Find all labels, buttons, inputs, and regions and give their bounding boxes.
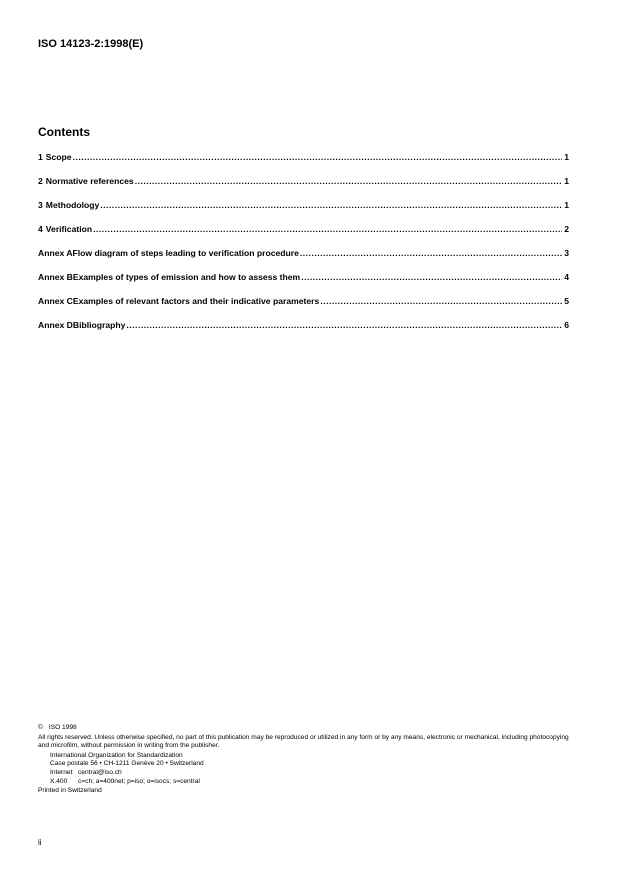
toc-page: 1 bbox=[564, 176, 569, 186]
page-number: ii bbox=[38, 838, 42, 847]
publisher-org: International Organization for Standardization bbox=[50, 751, 183, 759]
toc-page: 2 bbox=[564, 224, 569, 234]
toc-title: Verification bbox=[45, 224, 93, 234]
copyright-icon: © bbox=[38, 724, 43, 731]
toc-entry-normative-references[interactable] bbox=[38, 176, 569, 200]
toc-entry-scope[interactable] bbox=[38, 152, 569, 176]
internet-row bbox=[50, 769, 578, 778]
toc-title: Flow diagram of steps leading to verification procedure bbox=[72, 248, 299, 258]
toc-leader bbox=[320, 296, 562, 306]
publisher-postal: Case postale 56 • CH-1211 Genève 20 • Switzerland bbox=[50, 760, 204, 768]
toc-number: Annex B bbox=[38, 272, 73, 282]
toc-leader bbox=[301, 272, 562, 282]
toc-page: 4 bbox=[564, 272, 569, 282]
toc-number: Annex A bbox=[38, 248, 73, 258]
toc-page: 3 bbox=[564, 248, 569, 258]
toc-number: Annex C bbox=[38, 296, 73, 306]
toc-number: 2 bbox=[38, 176, 43, 186]
toc-leader bbox=[100, 200, 562, 210]
publisher-address bbox=[50, 752, 578, 786]
rights-statement: All rights reserved. Unless otherwise specified, no part of this publication may be reproduced or utilized in any form or by any means, electronic or mechanical, including photocopying and microfilm, without permission in writing from the publisher. bbox=[38, 733, 569, 750]
internet-label: Internet bbox=[50, 768, 73, 776]
toc-entry-annex-d[interactable] bbox=[38, 320, 569, 344]
toc-number: 4 bbox=[38, 224, 43, 234]
contents-title: Contents bbox=[38, 125, 90, 139]
toc-entry-annex-a[interactable] bbox=[38, 248, 569, 272]
toc-leader bbox=[300, 248, 562, 258]
toc-title: Examples of relevant factors and their indicative parameters bbox=[72, 296, 320, 306]
toc-leader bbox=[126, 320, 562, 330]
x400-row bbox=[50, 778, 578, 787]
document-id: ISO 14123-2:1998(E) bbox=[38, 38, 144, 50]
toc-title: Methodology bbox=[45, 200, 100, 210]
toc-leader bbox=[135, 176, 562, 186]
toc-number: Annex D bbox=[38, 320, 73, 330]
x400-label: X.400 bbox=[50, 777, 68, 785]
toc-title: Examples of types of emission and how to assess them bbox=[72, 272, 301, 282]
toc-leader bbox=[93, 224, 562, 234]
table-of-contents bbox=[38, 152, 569, 344]
toc-entry-methodology[interactable] bbox=[38, 200, 569, 224]
toc-title: Normative references bbox=[45, 176, 134, 186]
toc-title: Bibliography bbox=[72, 320, 126, 330]
copyright-block bbox=[38, 724, 578, 796]
toc-page: 5 bbox=[564, 296, 569, 306]
toc-page: 6 bbox=[564, 320, 569, 330]
toc-page: 1 bbox=[564, 200, 569, 210]
copyright-year: ISO 1998 bbox=[48, 724, 77, 731]
toc-page: 1 bbox=[564, 152, 569, 162]
copyright-line bbox=[38, 724, 578, 733]
toc-entry-annex-b[interactable] bbox=[38, 272, 569, 296]
toc-entry-verification[interactable] bbox=[38, 224, 569, 248]
toc-entry-annex-c[interactable] bbox=[38, 296, 569, 320]
toc-number: 1 bbox=[38, 152, 43, 162]
toc-number: 3 bbox=[38, 200, 43, 210]
toc-title: Scope bbox=[45, 152, 72, 162]
toc-leader bbox=[73, 152, 562, 162]
x400-value: c=ch; a=400net; p=iso; o=isocs; s=central bbox=[78, 777, 200, 785]
printed-in: Printed in Switzerland bbox=[38, 787, 102, 795]
internet-value[interactable]: central@iso.ch bbox=[78, 768, 122, 776]
